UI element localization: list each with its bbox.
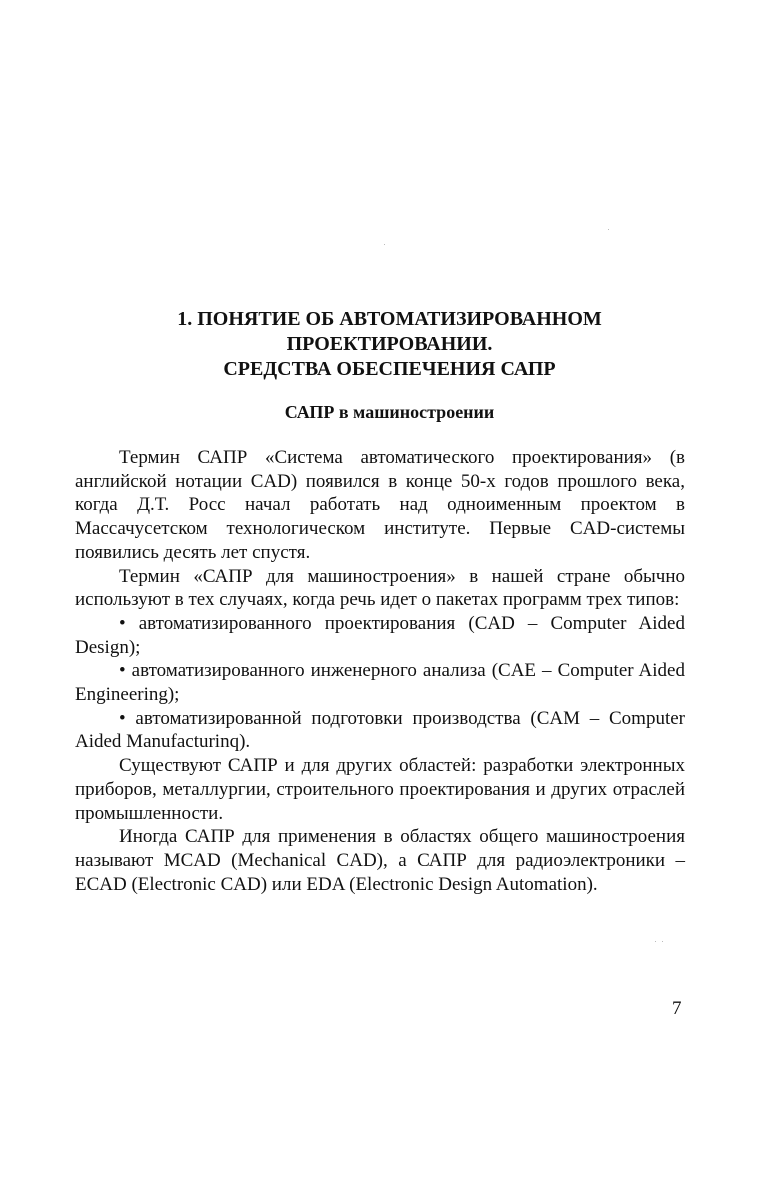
body-text — [75, 446, 685, 896]
chapter-title-line-1: 1. ПОНЯТИЕ ОБ АВТОМАТИЗИРОВАННОМ — [177, 308, 602, 330]
scan-speck — [662, 941, 663, 942]
paragraph-other-fields: Существуют САПР и для других областей: разработки электронных приборов, металлургии, строительного проектирования и других отраслей промышленности. — [75, 755, 685, 824]
scan-speck — [608, 229, 609, 230]
list-item-cad: • автоматизированного проектирования (CAD – Computer Aided Design); — [75, 612, 685, 658]
chapter-title-line-2: ПРОЕКТИРОВАНИИ. — [286, 333, 493, 355]
scan-speck — [384, 244, 385, 245]
paragraph-mcad-ecad: Иногда САПР для применения в областях общего машиностроения называют MCAD (Mechanical CAD), а САПР для радиоэлектроники – ECAD (Electronic CAD) или EDA (Electronic Design Automation). — [75, 826, 685, 895]
list-item-cae: • автоматизированного инженерного анализа (CAE – Computer Aided Engineering); — [75, 660, 685, 706]
list-item-cam: • автоматизированной подготовки производства (CAM – Computer Aided Manufacturinq). — [75, 707, 685, 753]
chapter-title — [0, 307, 757, 382]
page-number: 7 — [672, 998, 682, 1019]
scan-speck — [655, 941, 656, 942]
section-title: САПР в машиностроении — [284, 402, 495, 422]
paragraph-cad-types-intro: Термин «САПР для машиностроения» в нашей стране обычно используют в тех случаях, когда речь идет о пакетах программ трех типов: — [75, 565, 685, 611]
paragraph-cad-history: Термин САПР «Система автоматического проектирования» (в английской нотации CAD) появился в конце 50-х годов прошлого века, когда Д.Т. Росс начал работать над одноименным проектом в Массачусетском технологическом институте. Первые CAD-системы появились десять лет спустя. — [75, 447, 685, 563]
chapter-title-line-3: СРЕДСТВА ОБЕСПЕЧЕНИЯ САПР — [223, 358, 556, 380]
